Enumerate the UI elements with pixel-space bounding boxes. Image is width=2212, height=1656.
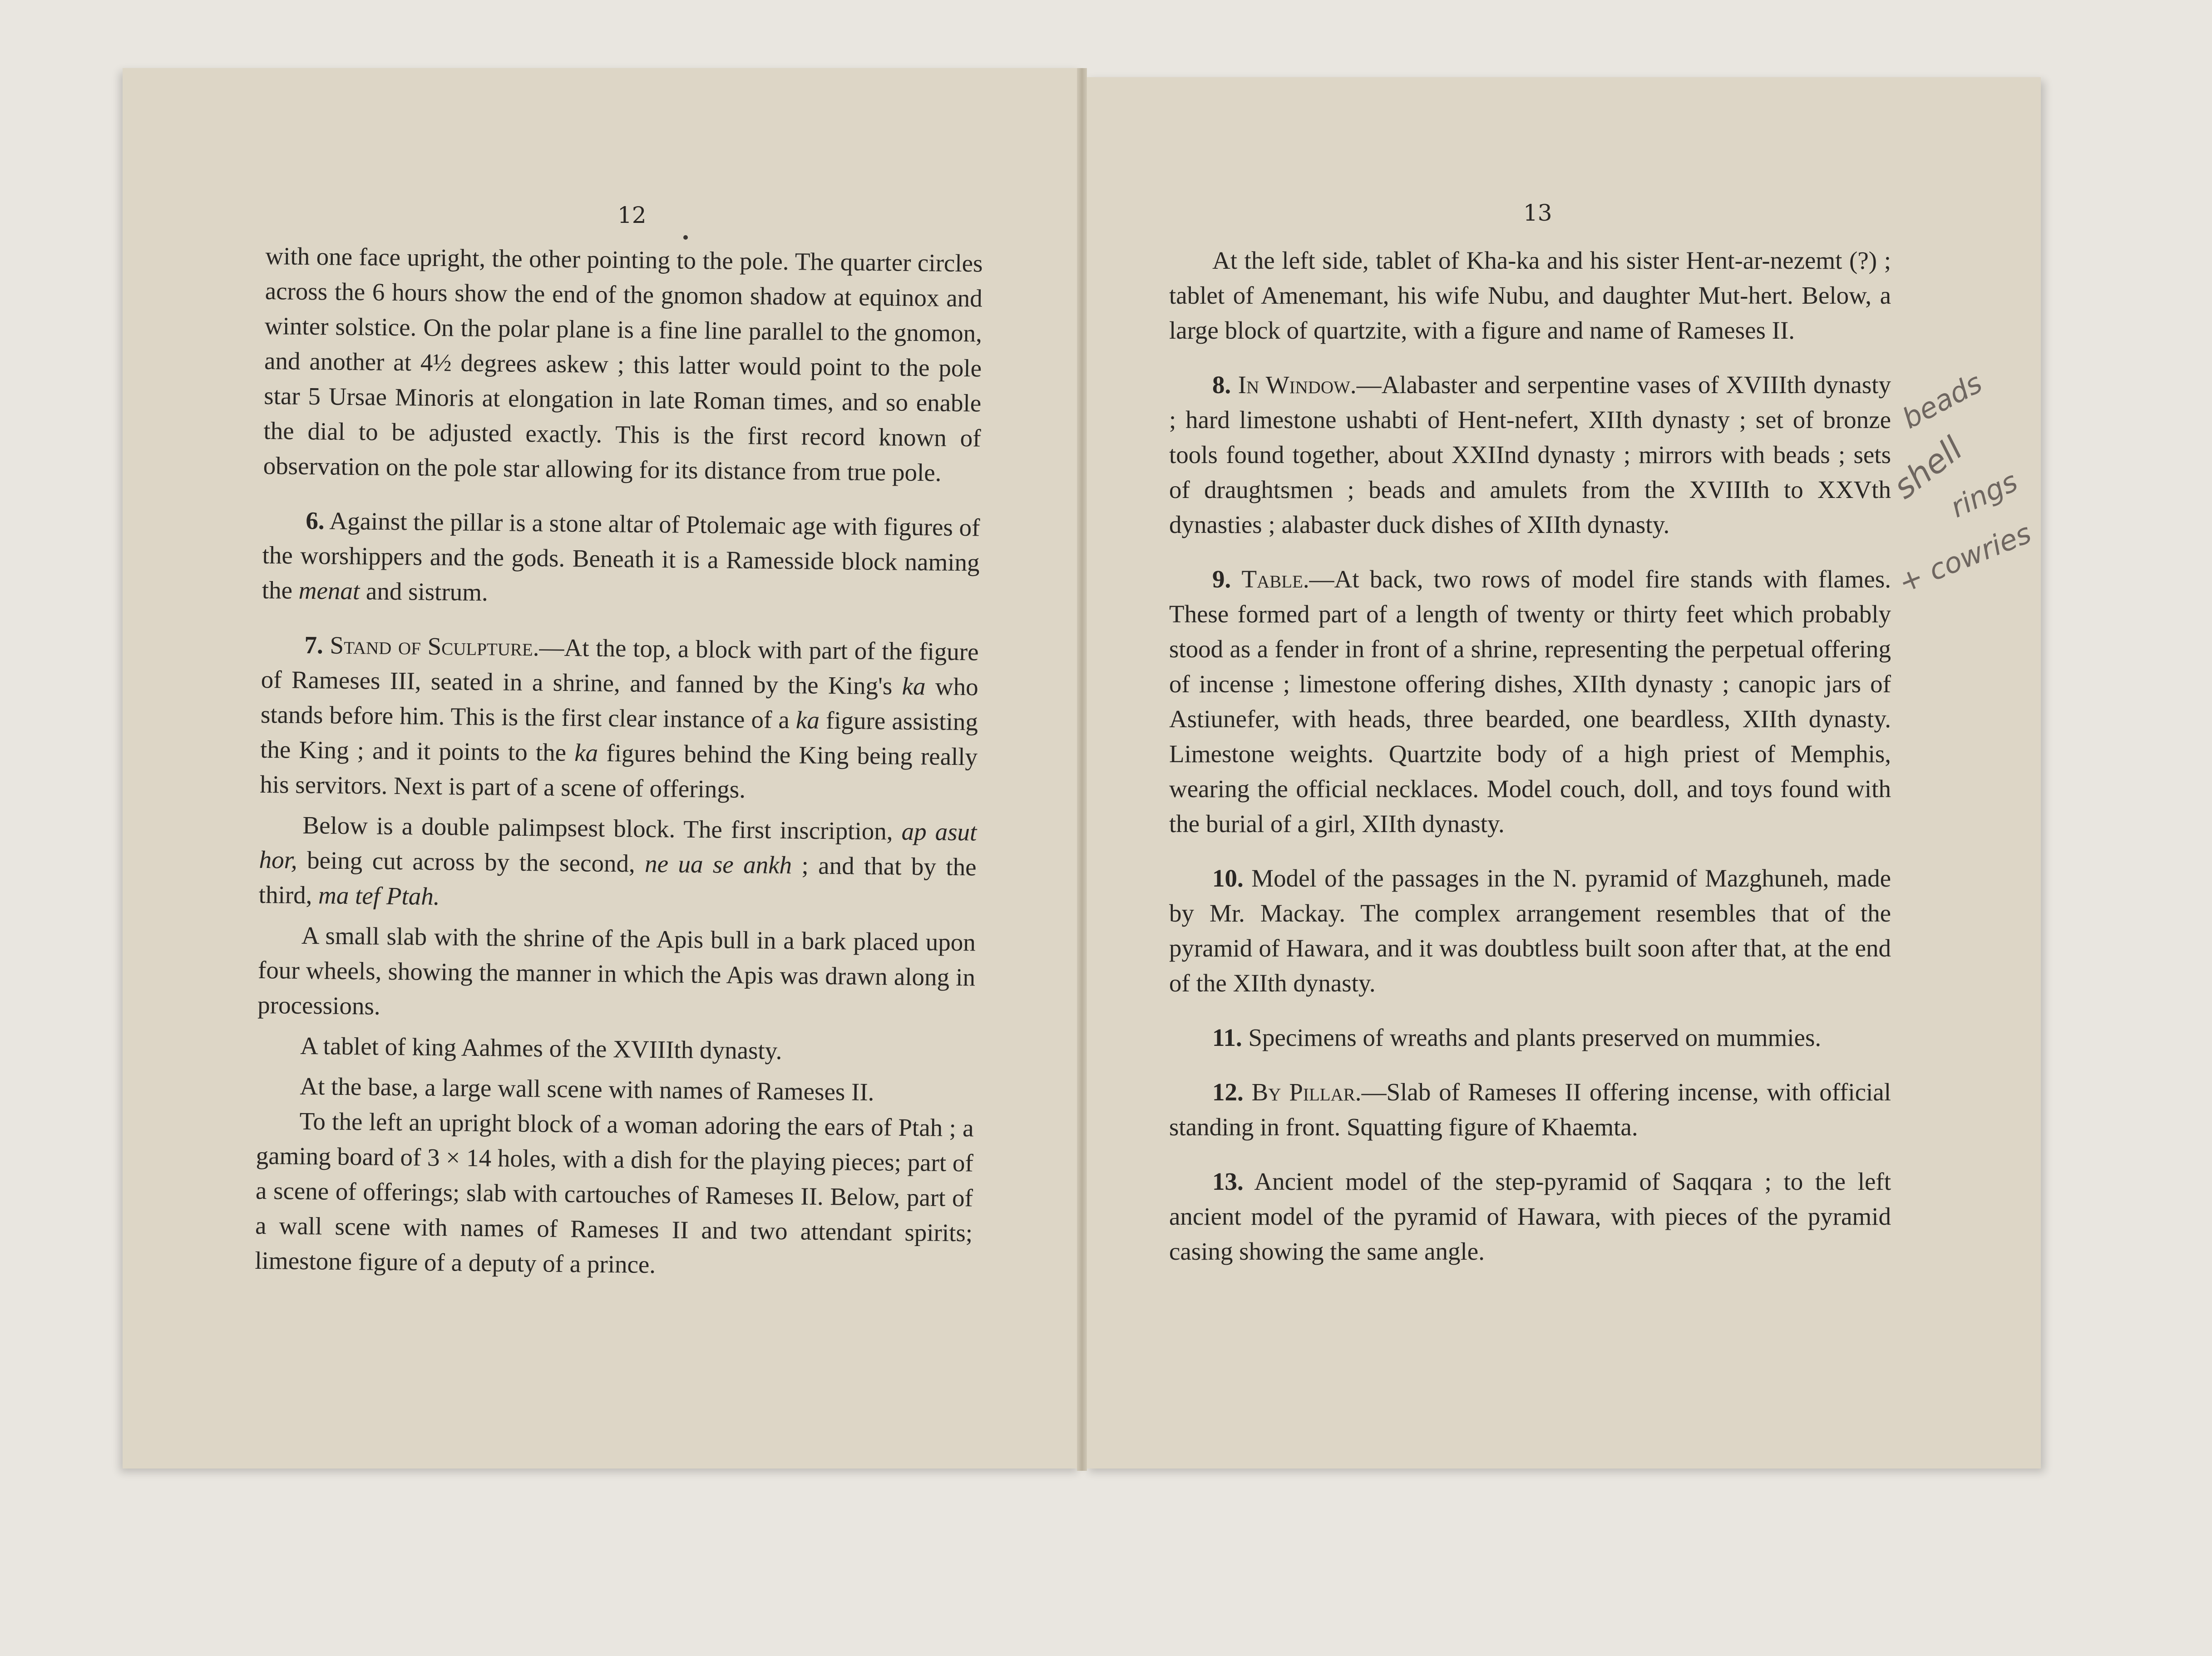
- item-number: 12.: [1212, 1078, 1244, 1106]
- right-page-text: [1169, 243, 1891, 1269]
- item-12: 12. By Pillar.—Slab of Rameses II offering incense, with official standing in front. Squatting figure of Khaemta.: [1169, 1078, 1891, 1141]
- item-6: 6. Against the pillar is a stone altar of Ptolemaic age with figures of the worshippers and the gods. Beneath it is a Ramesside block naming the menat and sistrum.: [262, 506, 980, 606]
- paragraph-apis: A small slab with the shrine of the Apis bull in a bark placed upon four wheels, showing the manner in which the Apis was drawn along in processions.: [257, 921, 976, 1020]
- paragraph-sundial-continued: with one face upright, the other pointing to the pole. The quarter circles across the 6 hours show the end of the gnomon shadow at equinox and winter solstice. On the polar plane is a fine line parallel to the gnomon, and another at 4½ degrees askew ; this latter would point to the pole star 5 Ursae Minoris at elongation in late Roman times, and so enable the dial to be adjusted exactly. This is the first record known of observation on the pole star allowing for its distance from true pole.: [263, 242, 983, 487]
- item-heading: Table.: [1241, 565, 1309, 593]
- item-11: 11. Specimens of wreaths and plants preserved on mummies.: [1212, 1024, 1822, 1051]
- handwritten-note: + cowries: [1894, 516, 2036, 600]
- item-number: 8.: [1212, 371, 1231, 399]
- item-number: 10.: [1212, 864, 1244, 892]
- paragraph-aahmes: A tablet of king Aahmes of the XVIIIth dynasty.: [300, 1031, 782, 1065]
- handwritten-note: shell: [1886, 429, 1970, 507]
- paragraph-left: To the left an upright block of a woman adoring the ears of Ptah ; a gaming board of 3 × 14 holes, with a dish for the playing pieces; part of a scene of offerings; slab with cartouches of Rameses II. Below, part of a wall scene with names of Rameses II and two attendant spirits; limestone figure of a deputy of a prince.: [255, 1107, 974, 1279]
- paragraph-left-side: At the left side, tablet of Kha-ka and his sister Hent-ar-nezemt (?) ; tablet of Amenemant, his wife Nubu, and daughter Mut-hert. Below, a large block of quartzite, with a figure and name of Rameses II.: [1169, 246, 1891, 344]
- item-13: 13. Ancient model of the step-pyramid of Saqqara ; to the left ancient model of the pyramid of Hawara, with pieces of the pyramid casing showing the same angle.: [1169, 1168, 1891, 1265]
- item-8: 8. In Window.—Alabaster and serpentine vases of XVIIIth dynasty ; hard limestone ushabti of Hent-nefert, XIIth dynasty ; set of bronze tools found together, about XXIInd dynasty ; mirrors with beads ; sets of draughtsmen ; beads and amulets from the XVIIIth to XXVth dynasties ; alabaster duck dishes of XIIth dynasty.: [1169, 371, 1891, 538]
- item-heading: In Window.: [1238, 371, 1357, 399]
- item-number: 7.: [304, 631, 324, 659]
- item-heading: Stand of Sculpture.: [330, 631, 539, 661]
- left-page-text: [255, 238, 983, 1285]
- page-number-right: 13: [1523, 200, 1552, 226]
- paragraph-base: At the base, a large wall scene with names of Rameses II.: [300, 1072, 874, 1106]
- item-10: 10. Model of the passages in the N. pyramid of Mazghuneh, made by Mr. Mackay. The complex arrangement resembles that of the pyramid of Hawara, and it was doubtless built soon after that, at the end of the XIIth dynasty.: [1169, 864, 1891, 997]
- item-number: 6.: [306, 506, 325, 535]
- page-number-left: 12: [617, 202, 647, 228]
- item-7: 7. Stand of Sculpture.—At the top, a block with part of the figure of Rameses III, seated in a shrine, and fanned by the King's ka who stands before him. This is the first clear instance of a ka figure assisting the King ; and it points to the ka figures behind the King being really his servitors. Next is part of a scene of offerings.: [260, 631, 979, 803]
- item-number: 9.: [1212, 565, 1231, 593]
- handwritten-note: beads: [1896, 366, 1988, 435]
- handwritten-note: rings: [1945, 464, 2023, 524]
- item-number: 11.: [1212, 1024, 1242, 1051]
- ink-speck: [683, 235, 688, 240]
- item-9: 9. Table.—At back, two rows of model fire stands with flames. These formed part of a length of twenty or thirty feet which probably stood as a fender in front of a shrine, representing the perpetual offering of incense ; limestone offering dishes, XIIth dynasty ; canopic jars of Astiunefer, with heads, three bearded, one beardless, XIIth dynasty. Limestone weights. Quartzite body of a high priest of Memphis, wearing the official necklaces. Model couch, doll, and toys found with the burial of a girl, XIIth dynasty.: [1169, 565, 1891, 838]
- item-heading: By Pillar.: [1251, 1078, 1362, 1106]
- item-number: 13.: [1212, 1168, 1244, 1195]
- book-gutter: [1077, 68, 1087, 1471]
- paragraph-palimpsest: Below is a double palimpsest block. The first inscription, ap asut hor, being cut across by the second, ne ua se ankh ; and that by the third, ma tef Ptah.: [258, 811, 977, 911]
